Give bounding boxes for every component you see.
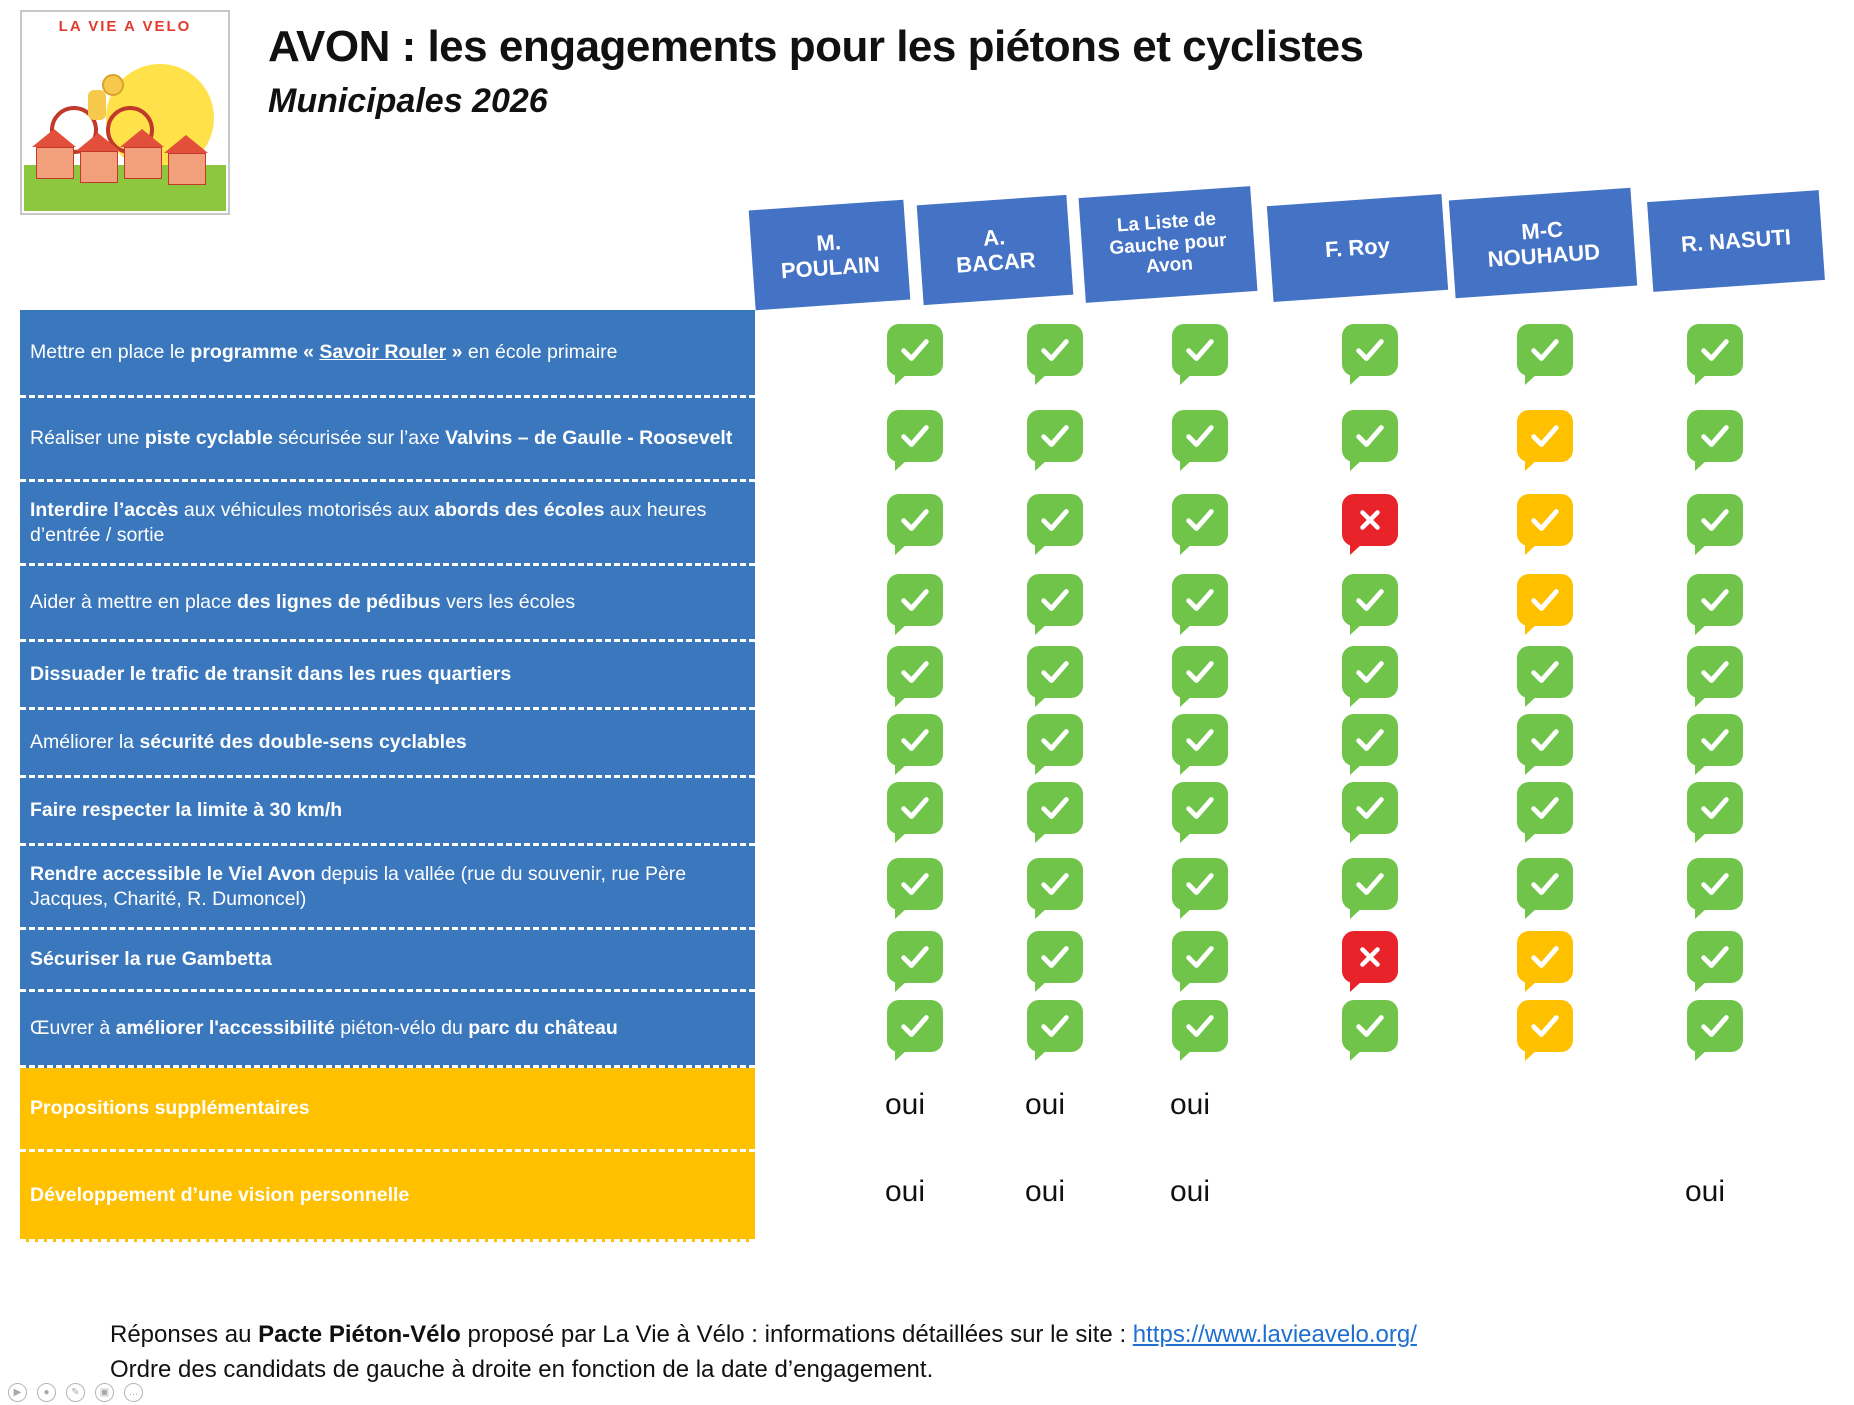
commitment-label: Œuvrer à améliorer l'accessibilité piéton-vélo du parc du château [30, 1017, 618, 1040]
commitment-rows [20, 310, 755, 1242]
answer-yes-icon [1172, 324, 1228, 376]
footer-line-2: Ordre des candidats de gauche à droite en fonction de la date d’engagement. [110, 1355, 934, 1383]
candidate-chip-3 [1267, 194, 1448, 302]
answer-yes-icon [1172, 646, 1228, 698]
record-icon[interactable]: ● [37, 1383, 56, 1402]
footer-line-1 [110, 1318, 1830, 1353]
answer-yes-icon [887, 574, 943, 626]
commitment-row [20, 778, 755, 846]
answer-row [755, 778, 1835, 846]
answer-row [755, 482, 1835, 566]
answer-yes-icon [1172, 714, 1228, 766]
page-subtitle: Municipales 2026 [268, 82, 548, 120]
candidate-name-line2: Gauche pour [1108, 229, 1228, 259]
candidate-name-line1: F. Roy [1324, 233, 1391, 263]
answer-yes-icon [1517, 782, 1573, 834]
commitment-row [20, 1068, 755, 1152]
commitment-row [20, 1152, 755, 1242]
commitment-row [20, 310, 755, 398]
commitment-label: Dissuader le trafic de transit dans les rues quartiers [30, 663, 512, 686]
answer-partial-icon [1517, 931, 1573, 983]
answer-yes-icon [1027, 782, 1083, 834]
answer-yes-icon [1687, 324, 1743, 376]
commitment-label: Interdire l’accès aux véhicules motorisés aux abords des écoles aux heures d’entrée / sortie [30, 498, 707, 546]
answer-yes-icon [1027, 646, 1083, 698]
answer-yes-icon [1517, 858, 1573, 910]
answers-grid [755, 310, 1835, 1242]
candidate-name-line1: A. [982, 223, 1006, 251]
commitment-label: Propositions supplémentaires [30, 1097, 310, 1120]
commitment-label: Rendre accessible le Viel Avon depuis la vallée (rue du souvenir, rue Père Jacques, Charité, R. Dumoncel) [30, 862, 687, 910]
answer-yes-icon [1342, 410, 1398, 462]
play-icon[interactable]: ▶ [8, 1383, 27, 1402]
answer-yes-icon [1342, 574, 1398, 626]
answer-partial-icon [1517, 410, 1573, 462]
answer-row [755, 710, 1835, 778]
answer-yes-icon [1172, 1000, 1228, 1052]
commitment-label: Réaliser une piste cyclable sécurisée sur l’axe Valvins – de Gaulle - Roosevelt [30, 427, 733, 450]
answer-row [755, 846, 1835, 930]
commitment-row [20, 642, 755, 710]
candidate-name-line3: Avon [1145, 253, 1194, 278]
footer-text-c: proposé par La Vie à Vélo : informations détaillées sur le site : [460, 1321, 1133, 1348]
answer-yes-icon [887, 646, 943, 698]
answer-oui: oui [1025, 1088, 1066, 1121]
commitment-label: Sécuriser la rue Gambetta [30, 948, 272, 971]
answer-oui: oui [885, 1175, 926, 1208]
candidate-chip-2 [1079, 186, 1258, 303]
answer-yes-icon [887, 782, 943, 834]
answer-yes-icon [887, 858, 943, 910]
more-icon[interactable]: … [124, 1383, 143, 1402]
commitment-label: Faire respecter la limite à 30 km/h [30, 799, 343, 822]
answer-yes-icon [1027, 494, 1083, 546]
answer-row [755, 992, 1835, 1068]
pen-icon[interactable]: ✎ [66, 1383, 85, 1402]
answer-yes-icon [1027, 410, 1083, 462]
answer-yes-icon [1517, 646, 1573, 698]
answer-partial-icon [1517, 574, 1573, 626]
answer-yes-icon [1687, 1000, 1743, 1052]
candidate-name-line2: NOUHAUD [1486, 239, 1601, 272]
answer-yes-icon [1172, 931, 1228, 983]
answer-oui: oui [1170, 1088, 1211, 1121]
answer-yes-icon [1687, 782, 1743, 834]
answer-yes-icon [1027, 574, 1083, 626]
answer-yes-icon [887, 1000, 943, 1052]
answer-yes-icon [1342, 714, 1398, 766]
answer-no-icon [1342, 931, 1398, 983]
website-link[interactable]: https://www.lavieavelo.org/ [1132, 1321, 1417, 1348]
answer-yes-icon [887, 410, 943, 462]
answer-yes-icon [1342, 858, 1398, 910]
answer-yes-icon [1172, 410, 1228, 462]
answer-yes-icon [1027, 1000, 1083, 1052]
logo-houses [32, 117, 222, 187]
candidate-chip-4 [1449, 188, 1637, 298]
answer-yes-icon [1687, 646, 1743, 698]
commitment-row [20, 398, 755, 482]
answer-yes-icon [1027, 714, 1083, 766]
footer-text-a: Réponses au [110, 1321, 259, 1348]
answer-row [755, 566, 1835, 642]
candidate-name-line1: M. [815, 228, 842, 256]
answer-yes-icon [1687, 574, 1743, 626]
answer-yes-icon [1172, 858, 1228, 910]
answer-no-icon [1342, 494, 1398, 546]
candidate-name-line1: M-C [1520, 216, 1564, 245]
status-bar [0, 1379, 1854, 1405]
candidate-name-line1: R. NASUTI [1680, 224, 1792, 258]
answer-row [755, 1068, 1835, 1152]
commitment-row [20, 482, 755, 566]
page-title: AVON : les engagements pour les piétons et cyclistes [268, 22, 1364, 71]
answer-yes-icon [887, 714, 943, 766]
answer-partial-icon [1517, 1000, 1573, 1052]
answer-yes-icon [1687, 858, 1743, 910]
commitment-label: Aider à mettre en place des lignes de pédibus vers les écoles [30, 591, 576, 614]
candidate-name-line2: BACAR [955, 247, 1037, 278]
answer-row [755, 930, 1835, 992]
answer-partial-icon [1517, 494, 1573, 546]
answer-yes-icon [1687, 931, 1743, 983]
answer-yes-icon [1172, 782, 1228, 834]
answer-yes-icon [1687, 714, 1743, 766]
answer-oui: oui [1170, 1175, 1211, 1208]
answer-yes-icon [1517, 324, 1573, 376]
answer-yes-icon [887, 931, 943, 983]
commitment-label: Améliorer la sécurité des double-sens cyclables [30, 731, 467, 754]
candidate-chip-5 [1647, 190, 1825, 292]
answer-yes-icon [1687, 410, 1743, 462]
answer-row [755, 398, 1835, 482]
logo [20, 10, 230, 215]
commitment-row [20, 930, 755, 992]
candidate-chip-1 [917, 195, 1074, 305]
answer-yes-icon [1172, 574, 1228, 626]
commitment-label: Mettre en place le programme « Savoir Rouler » en école primaire [30, 341, 618, 364]
answer-yes-icon [1687, 494, 1743, 546]
footer-text-b: Pacte Piéton-Vélo [258, 1321, 461, 1348]
answer-oui: oui [885, 1088, 926, 1121]
answer-row [755, 1152, 1835, 1242]
answer-row [755, 310, 1835, 398]
candidate-name-line1: La Liste de [1116, 208, 1217, 237]
answer-oui: oui [1685, 1175, 1726, 1208]
commitment-row [20, 992, 755, 1068]
answer-yes-icon [887, 494, 943, 546]
answer-row [755, 642, 1835, 710]
answer-yes-icon [887, 324, 943, 376]
commitment-row [20, 566, 755, 642]
logo-title: LA VIE A VELO [58, 18, 192, 35]
commitment-row [20, 710, 755, 778]
answer-yes-icon [1342, 646, 1398, 698]
commitment-row [20, 846, 755, 930]
answer-yes-icon [1027, 858, 1083, 910]
answer-oui: oui [1025, 1175, 1066, 1208]
answer-yes-icon [1342, 324, 1398, 376]
commitment-label: Développement d’une vision personnelle [30, 1184, 410, 1207]
candidate-chip-0 [749, 200, 911, 311]
footer-note [110, 1318, 1830, 1388]
answer-yes-icon [1027, 931, 1083, 983]
candidate-name-line2: POULAIN [780, 251, 881, 284]
camera-icon[interactable]: ▣ [95, 1383, 114, 1402]
answer-yes-icon [1517, 714, 1573, 766]
answer-yes-icon [1342, 1000, 1398, 1052]
answer-yes-icon [1027, 324, 1083, 376]
answer-yes-icon [1172, 494, 1228, 546]
answer-yes-icon [1342, 782, 1398, 834]
